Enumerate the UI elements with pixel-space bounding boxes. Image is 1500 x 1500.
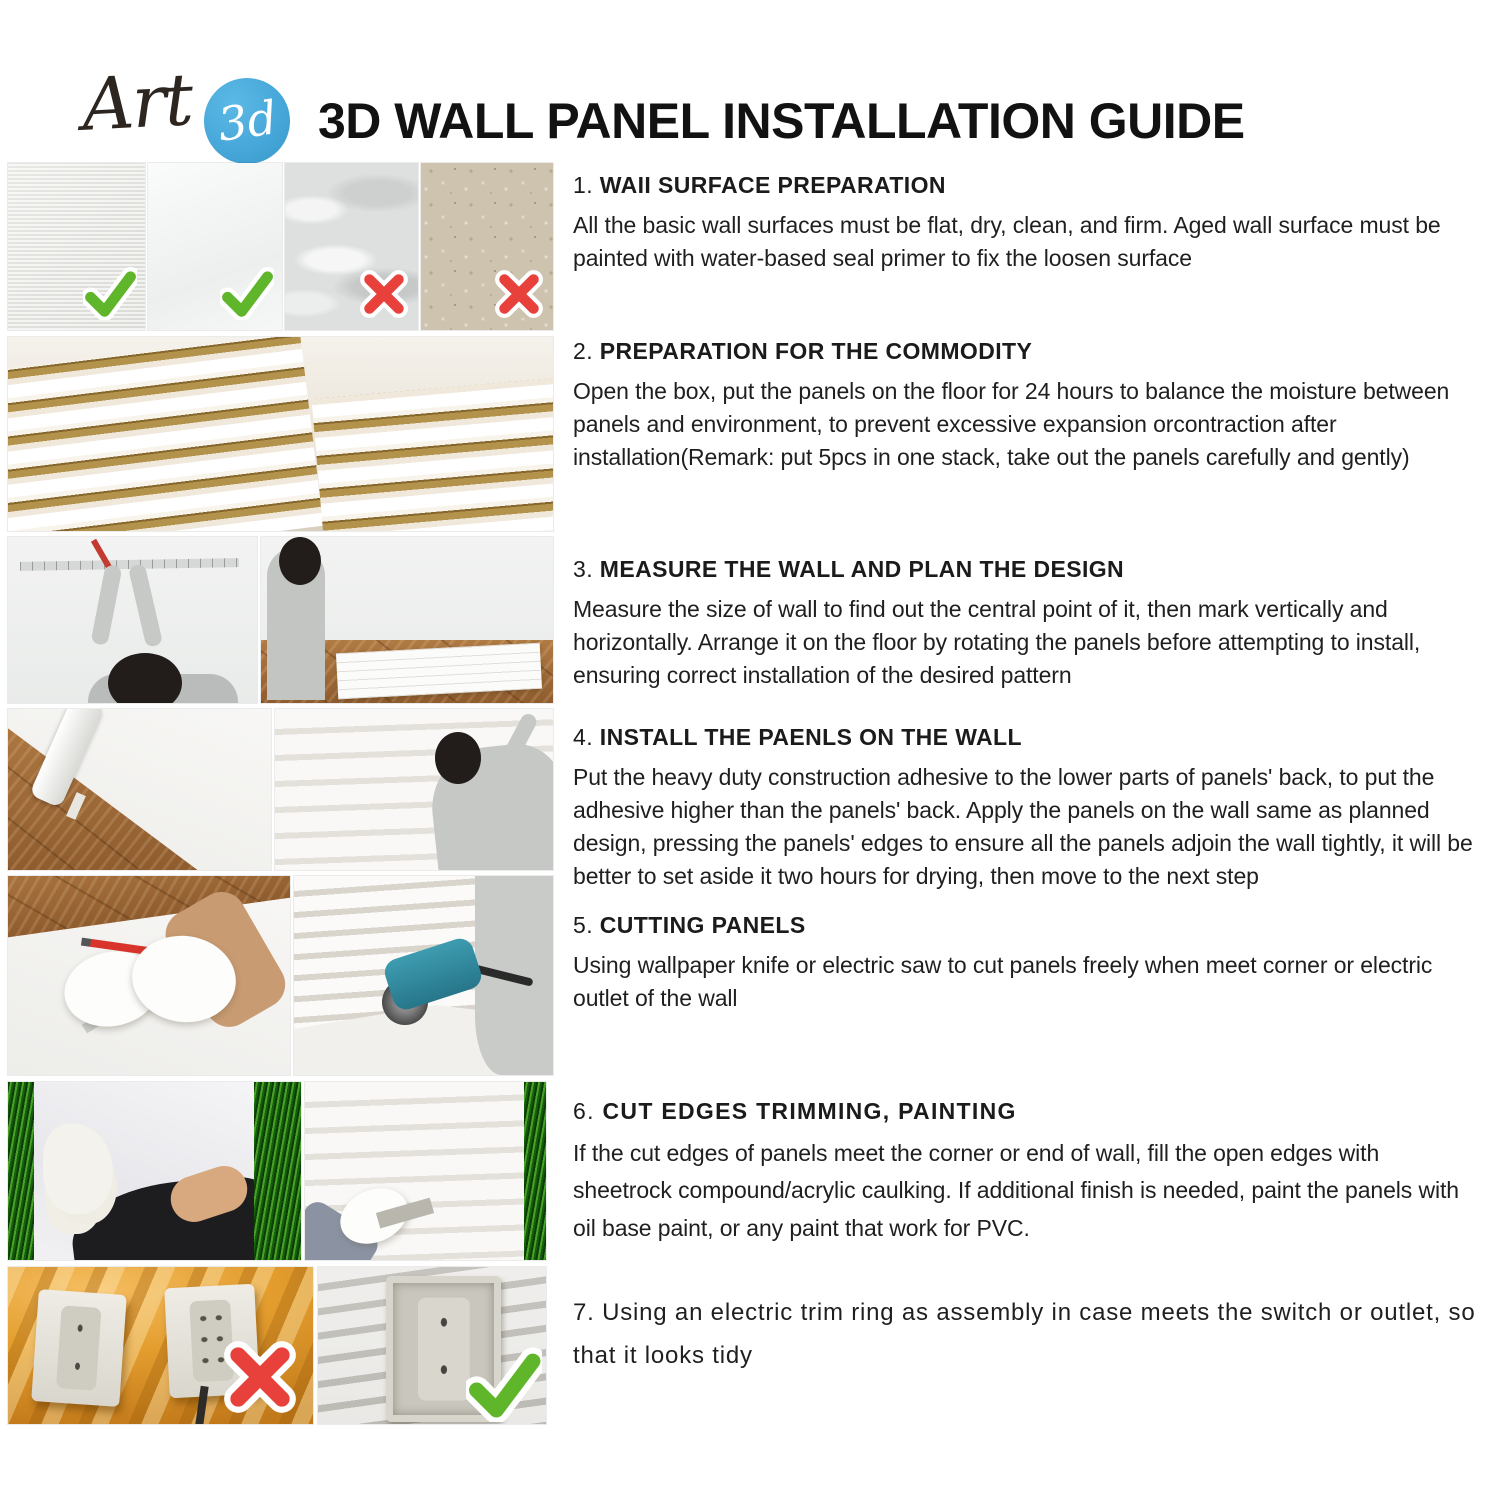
section-body [573,1292,1478,1377]
photo-surface-rough-plaster-bad [285,163,418,330]
section-install-panels [573,724,1478,893]
photo-applying-adhesive [8,709,271,870]
section-body: If the cut edges of panels meet the corner or end of wall, fill the open edges with sheetrock compound/acrylic caulking. If additional finish is needed, paint the panels with oil base paint, or any paint that work for PVC. [573,1140,1459,1241]
section-heading [573,338,1478,365]
section-body: Put the heavy duty construction adhesive to the lower parts of panels' back, to put the adhesive higher than the panels' back. Apply the panels on the wall same as planned design, pressing the panels' edges to ensure all the panels adjoin the wall tightly, it will be better to set aside it two hours for drying, then move to the next step [573,764,1473,890]
outlet-socket [189,1299,235,1382]
worker-head [435,732,481,784]
section-heading [573,724,1478,751]
grass-border [524,1082,546,1260]
section-preparation-commodity [573,338,1478,474]
photo-measuring-wall [8,537,257,703]
photo-outlet-with-trim-ring-good [318,1267,546,1424]
logo-3d-text: 3d [214,90,280,152]
section-cutting-panels [573,912,1478,1015]
section-number: 4. [573,724,593,750]
section-body: Measure the size of wall to find out the central point of it, then mark vertically and horizontally. Arrange it on the floor by rotating the panels before attempting to install, ensuring correct installation of the desired pattern [573,596,1421,689]
sheetrock-compound [43,1124,113,1214]
section-title: INSTALL THE PAENLS ON THE WALL [599,724,1022,750]
x-icon [358,268,410,320]
photo-surface-textured-ok [8,163,145,330]
photo-marking-panel-cut-line [8,876,290,1075]
check-icon [83,266,137,320]
photo-surface-smooth-ok [148,163,282,330]
section-number: 3. [573,556,593,582]
electric-saw [381,935,485,1013]
section-title: MEASURE THE WALL AND PLAN THE DESIGN [599,556,1125,582]
section-number: 5. [573,912,593,938]
worker-head [108,653,182,703]
section-number: 7. [573,1299,595,1326]
grass-border [8,1082,34,1260]
worker-head [279,537,321,585]
grass-border [254,1082,301,1260]
outlet-socket [417,1298,469,1401]
photo-surface-popcorn-bad [421,163,553,330]
photo-arranging-panels-on-floor [261,537,553,703]
section-edges-trimming-painting [573,1098,1478,1247]
photo-caulking-panel-seams [305,1082,546,1260]
x-icon [493,268,545,320]
photo-cutting-panel-electric-saw [294,876,553,1075]
electric-trim-ring [386,1276,500,1422]
photo-pressing-panels-on-wall [275,709,553,870]
electric-outlet [32,1289,128,1407]
section-title: WAII SURFACE PREPARATION [599,172,946,198]
section-heading [573,912,1478,939]
section-number: 1. [573,172,593,198]
logo-art-text: Art [79,57,194,147]
section-title: CUTTING PANELS [599,912,806,938]
art3d-logo [79,57,302,172]
page-title: 3D WALL PANEL INSTALLATION GUIDE [318,93,1245,149]
section-number: 6. [573,1098,595,1124]
check-icon [220,266,274,320]
panel-stack-right [311,376,553,531]
section-text: Using an electric trim ring as assembly in case meets the switch or outlet, so that it looks tidy [573,1299,1476,1369]
outlet-socket [56,1305,102,1390]
section-heading [573,556,1478,583]
photo-filling-cut-edge [8,1082,301,1260]
photo-panels-stacked-acclimating [8,337,553,531]
section-heading [573,1098,1478,1125]
section-title: PREPARATION FOR THE COMMODITY [599,338,1033,364]
photo-outlets-protruding-bad [8,1267,313,1424]
section-body: All the basic wall surfaces must be flat, dry, clean, and firm. Aged wall surface must be painted with water-based seal primer to fix the loosen surface [573,212,1441,272]
section-electric-trim-ring [573,1292,1478,1377]
section-number: 2. [573,338,593,364]
electric-outlet [164,1284,260,1399]
logo-blue-circle [204,78,290,164]
section-measure-plan [573,556,1478,692]
section-body: Using wallpaper knife or electric saw to cut panels freely when meet corner or electric outlet of the wall [573,952,1433,1012]
section-title: CUT EDGES TRIMMING, PAINTING [602,1098,1017,1124]
panel-stack-left [8,337,324,531]
section-heading [573,172,1478,199]
section-wall-surface-preparation [573,172,1478,275]
section-body: Open the box, put the panels on the floor for 24 hours to balance the moisture between panels and environment, to prevent excessive expansion orcontraction after installation(Remark: put 5pcs in one stack, take out the panels carefully and gently) [573,378,1450,471]
